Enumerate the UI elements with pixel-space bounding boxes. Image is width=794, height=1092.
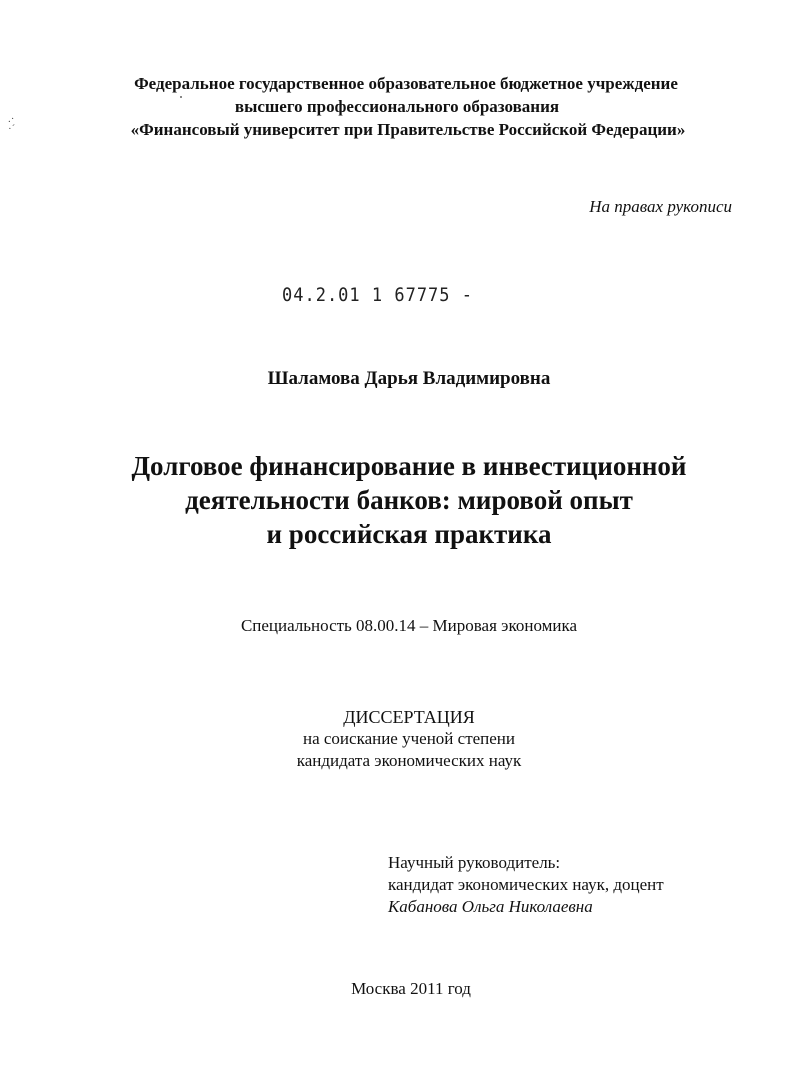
degree-purpose-line: на соискание ученой степени [302, 729, 516, 748]
title-line-3: и российская практика [266, 519, 552, 549]
city-year: Москва 2011 год [351, 979, 471, 998]
advisor-degree: кандидат экономических наук, доцент [388, 875, 664, 894]
title-line-1: Долговое финансирование в инвестиционной [131, 451, 687, 481]
title-line-2: деятельности банков: мировой опыт [185, 485, 633, 515]
dissertation-heading: ДИССЕРТАЦИЯ [343, 707, 475, 727]
institution-line-2: высшего профессионального образования [234, 97, 560, 116]
advisor-block [388, 852, 664, 918]
scan-artifact: .· ·´ [8, 113, 16, 135]
institution-header [0, 72, 794, 141]
degree-name-line: кандидата экономических наук [296, 751, 522, 770]
manuscript-note: На правах рукописи [589, 197, 732, 216]
institution-line-1: Федеральное государственное образовательное бюджетное учреждение [134, 74, 678, 93]
dissertation-block [0, 706, 794, 772]
dissertation-title [0, 449, 794, 551]
institution-line-3: «Финансовый университет при Правительстве Российской Федерации» [130, 120, 686, 139]
specialty-line: Специальность 08.00.14 – Мировая экономика [240, 616, 578, 635]
author-name: Шаламова Дарья Владимировна [267, 368, 551, 389]
registration-number: 04.2.01 1 67775 - [282, 284, 473, 307]
advisor-name: Кабанова Ольга Николаевна [388, 897, 593, 916]
advisor-label: Научный руководитель: [388, 853, 561, 872]
